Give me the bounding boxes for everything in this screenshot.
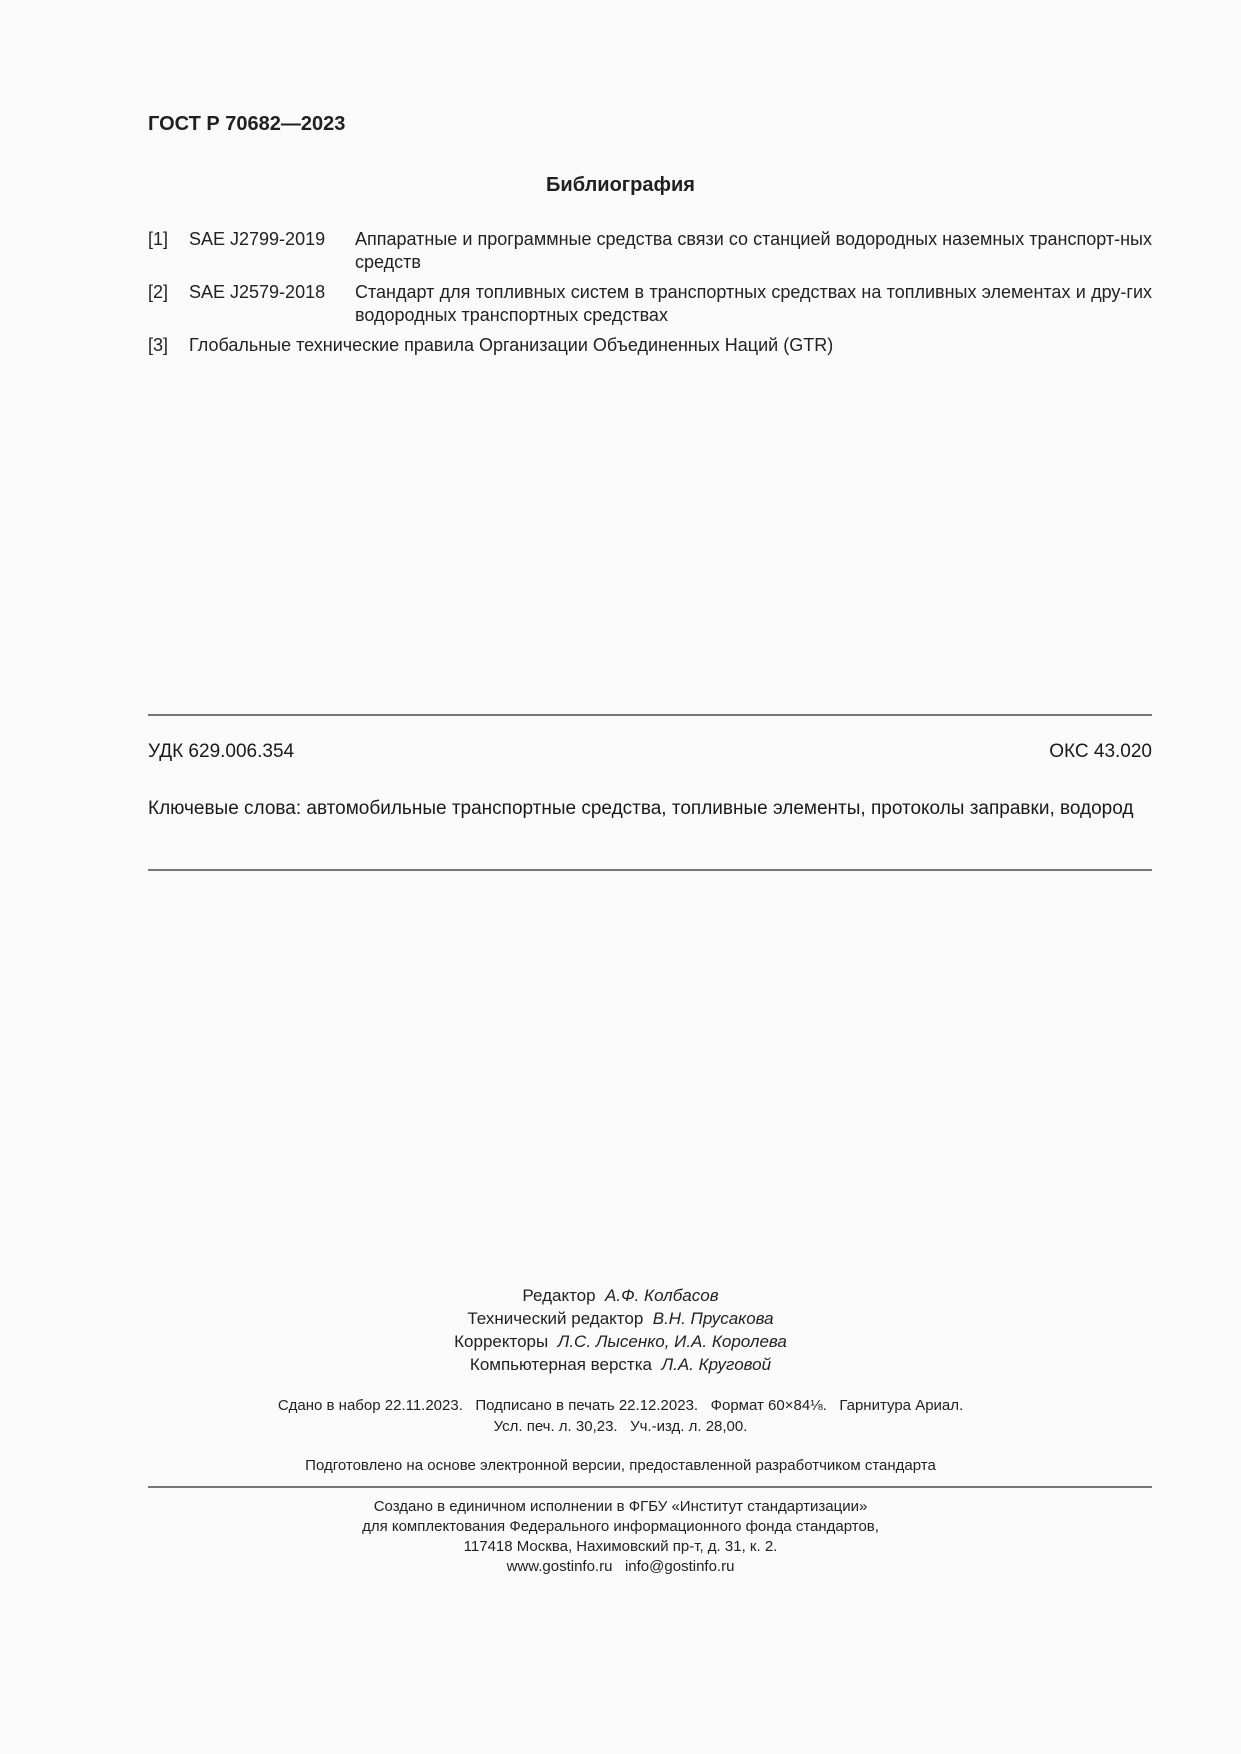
credit-role: Компьютерная верстка [469, 1355, 652, 1374]
oks-code: ОКС 43.020 [1049, 741, 1152, 762]
credit-tech-editor [0, 1307, 1241, 1330]
credit-name: Л.С. Лысенко, И.А. Королева [557, 1332, 787, 1351]
reference-text: Стандарт для топливных систем в транспортных средствах на топливных элементах и дру-гих водородных транспортных средствах [355, 282, 1152, 325]
reference-text: Аппаратные и программные средства связи со станцией водородных наземных транспорт-ных средств [355, 229, 1152, 272]
publisher-line: Создано в единичном исполнении в ФГБУ «Институт стандартизации» [373, 1498, 868, 1515]
credit-name: Л.А. Круговой [661, 1355, 772, 1374]
publisher-line: для комплектования Федерального информационного фонда стандартов, [362, 1518, 879, 1535]
credit-name: А.Ф. Колбасов [605, 1286, 719, 1305]
keywords: Ключевые слова: автомобильные транспортные средства, топливные элементы, протоколы заправки, водород [148, 798, 1134, 819]
credit-editor [0, 1284, 1241, 1307]
reference-number: [2] [148, 282, 169, 302]
divider [148, 714, 1152, 716]
reference-item [148, 228, 1152, 274]
credit-role: Технический редактор [467, 1309, 644, 1328]
udk-code: УДК 629.006.354 [148, 741, 295, 762]
reference-item [148, 281, 1152, 327]
publisher-contacts [0, 1556, 1241, 1577]
credit-layout [0, 1353, 1241, 1376]
divider [148, 869, 1152, 871]
prepared-note: Подготовлено на основе электронной версии, предоставленной разработчиком стандарта [305, 1457, 936, 1474]
reference-number: [1] [148, 229, 169, 249]
website-link[interactable]: www.gostinfo.ru [506, 1558, 613, 1575]
imprint-line: Сдано в набор 22.11.2023. Подписано в печать 22.12.2023. Формат 60×84⅛. Гарнитура Ариал. [277, 1397, 964, 1414]
divider [148, 1486, 1152, 1488]
publisher-address: 117418 Москва, Нахимовский пр-т, д. 31, к. 2. [463, 1538, 778, 1555]
document-code: ГОСТ Р 70682—2023 [148, 113, 346, 135]
credit-role: Редактор [522, 1286, 596, 1305]
reference-number: [3] [148, 335, 169, 355]
credit-correctors [0, 1330, 1241, 1353]
reference-item [148, 334, 1152, 357]
credit-name: В.Н. Прусакова [652, 1309, 774, 1328]
email-link[interactable]: info@gostinfo.ru [624, 1558, 735, 1575]
bibliography-title: Библиография [546, 174, 695, 196]
credit-role: Корректоры [454, 1332, 549, 1351]
reference-code: SAE J2799-2019 [189, 229, 326, 249]
imprint-line: Усл. печ. л. 30,23. Уч.-изд. л. 28,00. [493, 1418, 748, 1435]
reference-text: Глобальные технические правила Организации Объединенных Наций (GTR) [189, 335, 834, 355]
reference-code: SAE J2579-2018 [189, 282, 326, 302]
